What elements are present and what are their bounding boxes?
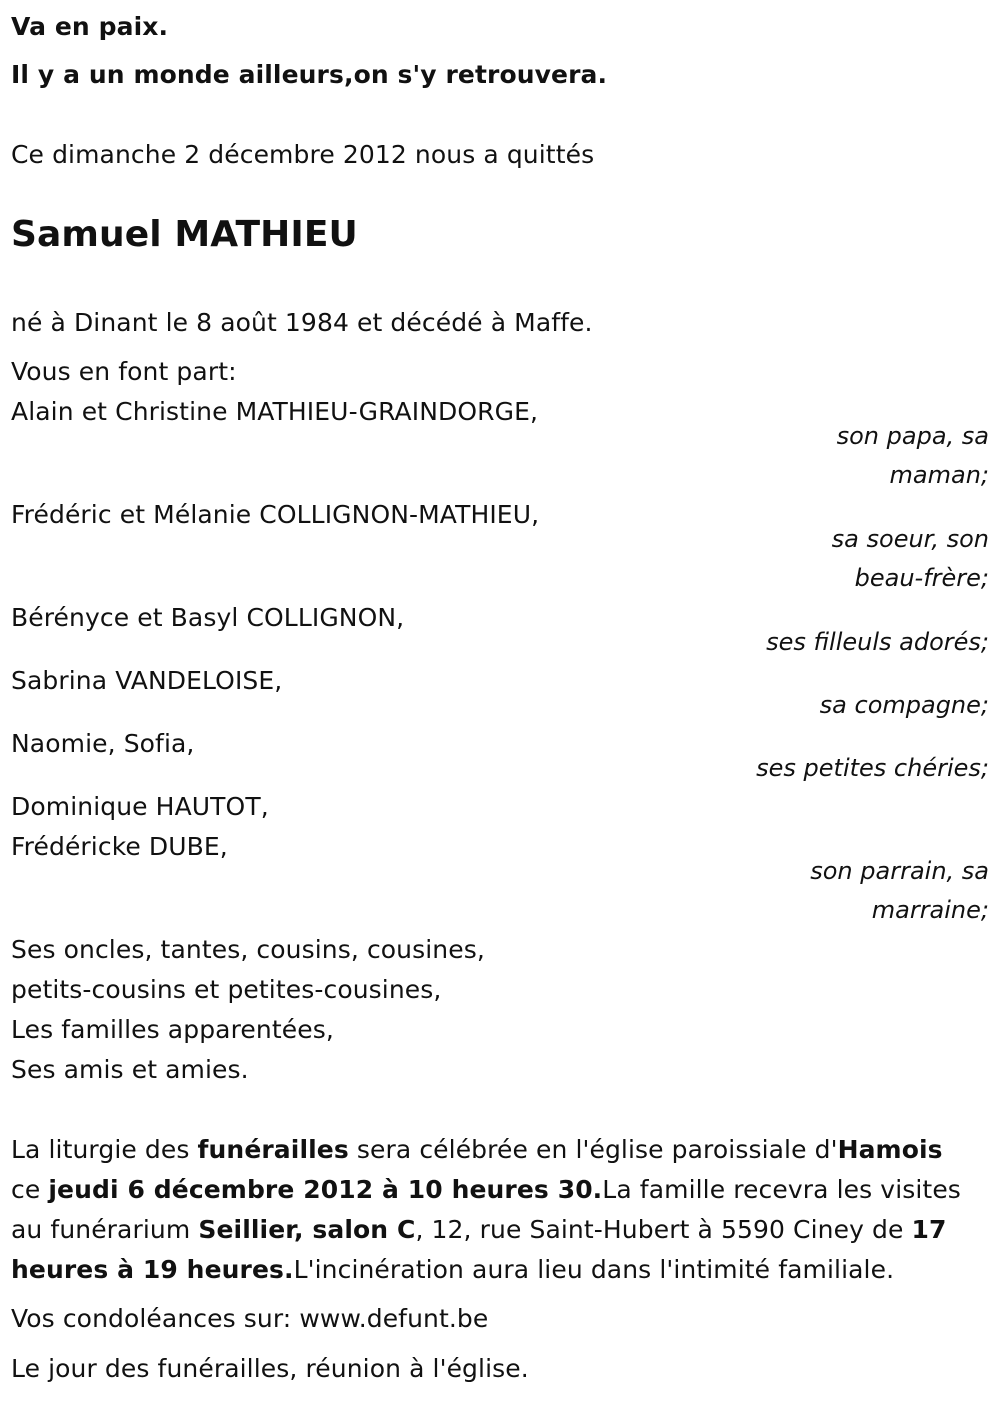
epigraph-line-1: Va en paix. [11, 12, 169, 41]
funeral-text: sera célébrée en l'église paroissiale d' [348, 1135, 838, 1164]
funeral-line-1 [11, 1134, 943, 1166]
birth-death: né à Dinant le 8 août 1984 et décédé à Maffe. [11, 308, 593, 337]
funeral-text: La famille recevra les visites [602, 1175, 961, 1204]
funeral-church: Hamois [837, 1135, 943, 1164]
relatives-line: Ses oncles, tantes, cousins, cousines, [11, 935, 485, 964]
condolences-line: Vos condoléances sur: www.defunt.be [11, 1304, 489, 1333]
family-name: Naomie, Sofia, [11, 729, 195, 758]
family-role: sa compagne; [819, 691, 989, 719]
funeral-emphasis: funérailles [197, 1135, 349, 1164]
announcement: Ce dimanche 2 décembre 2012 nous a quittés [11, 140, 595, 169]
family-role: ses petites chéries; [756, 754, 989, 782]
family-role: sa soeur, son [831, 525, 989, 553]
family-name: Sabrina VANDELOISE, [11, 666, 283, 695]
family-role: maman; [889, 461, 989, 489]
family-name: Frédéricke DUBE, [11, 832, 228, 861]
funeral-text: , 12, rue Saint-Hubert à 5590 Ciney de [415, 1215, 912, 1244]
family-role: son papa, sa [836, 422, 989, 450]
deceased-name: Samuel MATHIEU [11, 214, 358, 255]
funeral-text: L'incinération aura lieu dans l'intimité familiale. [293, 1255, 895, 1284]
funeral-text: au funérarium [11, 1215, 199, 1244]
intro-text: Vous en font part: [11, 357, 237, 386]
family-name: Frédéric et Mélanie COLLIGNON-MATHIEU, [11, 500, 540, 529]
family-role: beau-frère; [854, 564, 989, 592]
funeral-line-3 [11, 1214, 947, 1246]
funeral-text: ce [11, 1175, 49, 1204]
family-role: marraine; [871, 896, 989, 924]
funeral-line-2 [11, 1174, 961, 1206]
gathering-line: Le jour des funérailles, réunion à l'église. [11, 1354, 529, 1383]
family-name: Dominique HAUTOT, [11, 792, 269, 821]
family-name: Alain et Christine MATHIEU-GRAINDORGE, [11, 397, 539, 426]
funeral-location: Seillier, salon C [198, 1215, 416, 1244]
epigraph-line-2: Il y a un monde ailleurs,on s'y retrouvera. [11, 60, 608, 89]
family-name: Bérényce et Basyl COLLIGNON, [11, 603, 405, 632]
relatives-line: petits-cousins et petites-cousines, [11, 975, 442, 1004]
family-role: ses filleuls adorés; [766, 628, 989, 656]
family-role: son parrain, sa [810, 857, 989, 885]
relatives-line: Ses amis et amies. [11, 1055, 249, 1084]
relatives-line: Les familles apparentées, [11, 1015, 334, 1044]
funeral-hours: heures à 19 heures. [11, 1255, 294, 1284]
funeral-line-4 [11, 1254, 894, 1286]
funeral-text: La liturgie des [11, 1135, 198, 1164]
funeral-date: jeudi 6 décembre 2012 à 10 heures 30. [48, 1175, 603, 1204]
funeral-hours: 17 [911, 1215, 947, 1244]
